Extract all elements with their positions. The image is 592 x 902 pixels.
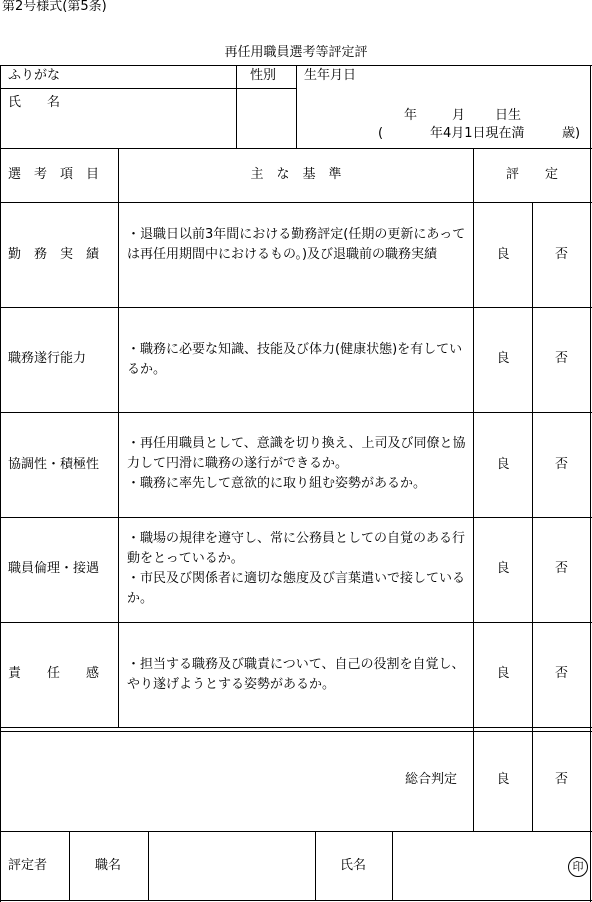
criteria-text: ・再任用職員として、意識を切り換え、上司及び同僚と協力して円滑に職務の遂行ができるか。 ・職務に率先して意欲的に取り組む姿勢があるか。 — [127, 436, 466, 491]
border-line — [315, 831, 316, 901]
border-line — [0, 727, 592, 728]
age-note-open: ( — [378, 126, 384, 141]
overall-bad[interactable]: 否 — [554, 772, 568, 787]
rating-bad[interactable]: 否 — [554, 457, 568, 472]
border-line — [236, 65, 237, 148]
border-line — [392, 831, 393, 901]
rating-good[interactable]: 良 — [496, 457, 510, 472]
furigana-label: ふりがな — [8, 68, 61, 83]
criteria-text: ・担当する職務及び職責について、自己の役割を自覚し、やり遂げようとする姿勢があるか。 — [127, 657, 465, 692]
border-line — [590, 65, 591, 902]
birth-year: 年 — [404, 108, 418, 123]
border-line — [118, 148, 119, 728]
age-note-close: 歳) — [562, 126, 581, 141]
border-line — [0, 900, 592, 901]
birthdate-label: 生年月日 — [304, 68, 357, 83]
rating-bad[interactable]: 否 — [554, 247, 568, 262]
rating-good[interactable]: 良 — [496, 351, 510, 366]
item-label: 職員倫理・接遇 — [8, 561, 100, 576]
border-line — [0, 202, 592, 203]
item-label: 勤 務 実 績 — [8, 247, 100, 262]
border-line — [69, 831, 70, 901]
border-line — [0, 731, 592, 732]
age-note-text: 年4月1日現在満 — [430, 126, 525, 141]
item-label: 協調性・積極性 — [8, 457, 100, 472]
criteria-text: ・職務に必要な知識、技能及び体力(健康状態)を有しているか。 — [127, 342, 463, 377]
form-id: 第2号様式(第5条) — [2, 0, 107, 14]
criteria-text: ・退職日以前3年間における勤務評定(任期の更新にあっては再任用期間中におけるもの。)及び退職前の職務実績 — [127, 227, 466, 262]
border-line — [0, 88, 296, 89]
col-rating-header: 評 定 — [505, 167, 558, 182]
criteria-text: ・職場の規律を遵守し、常に公務員としての自覚のある行動をとっているか。 ・市民及び関係者に適切な態度及び言葉遣いで接しているか。 — [127, 531, 466, 606]
border-line — [0, 412, 592, 413]
rating-bad[interactable]: 否 — [554, 666, 568, 681]
border-line — [0, 517, 592, 518]
birth-day: 日生 — [495, 108, 522, 123]
evaluator-label: 評定者 — [8, 858, 48, 873]
rating-bad[interactable]: 否 — [554, 351, 568, 366]
rating-good[interactable]: 良 — [496, 561, 510, 576]
evaluator-name-label: 氏名 — [340, 858, 367, 873]
position-label: 職名 — [95, 858, 122, 873]
gender-label: 性別 — [250, 68, 277, 83]
rating-good[interactable]: 良 — [496, 666, 510, 681]
border-line — [0, 307, 592, 308]
col-item-header: 選 考 項 目 — [8, 167, 100, 182]
item-label: 責 任 感 — [8, 666, 100, 681]
overall-good[interactable]: 良 — [496, 772, 510, 787]
seal-icon: 印 — [568, 857, 588, 877]
border-line — [0, 65, 1, 902]
border-line — [0, 622, 592, 623]
form-title: 再任用職員選考等評定評 — [224, 45, 368, 60]
name-label: 氏 名 — [8, 95, 61, 110]
rating-good[interactable]: 良 — [496, 247, 510, 262]
border-line — [0, 831, 592, 832]
col-criteria-header: 主 な 基 準 — [250, 167, 342, 182]
border-line — [296, 65, 297, 148]
border-line — [148, 831, 149, 901]
overall-label: 総合判定 — [405, 772, 458, 787]
rating-bad[interactable]: 否 — [554, 561, 568, 576]
birth-month: 月 — [452, 108, 466, 123]
border-line — [0, 148, 592, 149]
item-label: 職務遂行能力 — [8, 351, 87, 366]
